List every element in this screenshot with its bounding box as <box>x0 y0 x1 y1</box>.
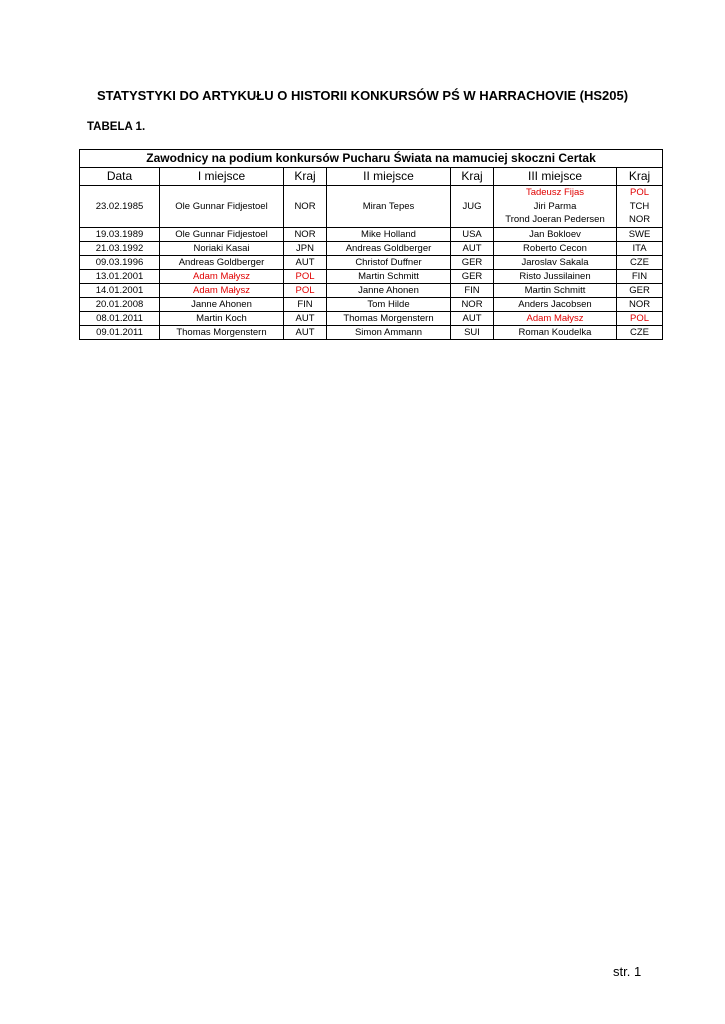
cell-second-name: Thomas Morgenstern <box>327 311 451 325</box>
cell-second-name: Miran Tepes <box>327 186 451 228</box>
table-row <box>80 227 663 241</box>
table-row <box>80 255 663 269</box>
cell-second-name: Andreas Goldberger <box>327 241 451 255</box>
cell-second-country: GER <box>451 269 494 283</box>
cell-first-name: Ole Gunnar Fidjestoel <box>160 227 284 241</box>
cell-first-name: Andreas Goldberger <box>160 255 284 269</box>
cell-third-name: Risto Jussilainen <box>494 269 617 283</box>
document-title: STATYSTYKI DO ARTYKUŁU O HISTORII KONKURSÓW PŚ W HARRACHOVIE (HS205) <box>96 88 629 103</box>
cell-third-country: NOR <box>617 297 663 311</box>
header-third-place: III miejsce <box>494 168 617 186</box>
cell-first-country: JPN <box>284 241 327 255</box>
cell-first-country: AUT <box>284 325 327 339</box>
cell-first-country: AUT <box>284 311 327 325</box>
table-body <box>80 186 663 340</box>
third-country-line: POL <box>630 187 650 198</box>
cell-second-country: NOR <box>451 297 494 311</box>
cell-second-name: Simon Ammann <box>327 325 451 339</box>
cell-date: 13.01.2001 <box>80 269 160 283</box>
cell-first-country: POL <box>284 269 327 283</box>
cell-third-country: SWE <box>617 227 663 241</box>
cell-date: 09.03.1996 <box>80 255 160 269</box>
page-number: str. 1 <box>613 964 642 979</box>
cell-third-name: Martin Schmitt <box>494 283 617 297</box>
cell-date: 23.02.1985 <box>80 186 160 228</box>
cell-first-name: Adam Małysz <box>160 283 284 297</box>
cell-date: 08.01.2011 <box>80 311 160 325</box>
cell-first-name: Martin Koch <box>160 311 284 325</box>
cell-third-name: Jan Bokloev <box>494 227 617 241</box>
third-name-line: Trond Joeran Pedersen <box>505 214 605 225</box>
cell-first-name: Thomas Morgenstern <box>160 325 284 339</box>
cell-second-name: Janne Ahonen <box>327 283 451 297</box>
cell-first-country: AUT <box>284 255 327 269</box>
table-label: TABELA 1. <box>87 121 146 133</box>
third-country-line: TCH <box>629 200 650 212</box>
header-first-place: I miejsce <box>160 168 284 186</box>
cell-second-name: Mike Holland <box>327 227 451 241</box>
cell-first-country: FIN <box>284 297 327 311</box>
cell-third-country <box>617 186 663 228</box>
cell-second-country: FIN <box>451 283 494 297</box>
cell-third-country: ITA <box>617 241 663 255</box>
cell-first-name: Ole Gunnar Fidjestoel <box>160 186 284 228</box>
cell-third-country: CZE <box>617 325 663 339</box>
header-date: Data <box>80 168 160 186</box>
cell-third-name: Jaroslav Sakala <box>494 255 617 269</box>
cell-first-name: Janne Ahonen <box>160 297 284 311</box>
cell-third-name: Roberto Cecon <box>494 241 617 255</box>
cell-second-name: Christof Duffner <box>327 255 451 269</box>
header-third-country: Kraj <box>617 168 663 186</box>
cell-third-country: GER <box>617 283 663 297</box>
table-row <box>80 241 663 255</box>
table-row <box>80 311 663 325</box>
cell-third-country: POL <box>617 311 663 325</box>
header-first-country: Kraj <box>284 168 327 186</box>
third-country-line: NOR <box>628 214 651 225</box>
cell-second-country: JUG <box>451 186 494 228</box>
cell-date: 19.03.1989 <box>80 227 160 241</box>
cell-first-name: Noriaki Kasai <box>160 241 284 255</box>
third-name-line: Tadeusz Fijas <box>525 187 585 198</box>
cell-second-name: Tom Hilde <box>327 297 451 311</box>
cell-second-name: Martin Schmitt <box>327 269 451 283</box>
table-row <box>80 186 663 228</box>
header-second-country: Kraj <box>451 168 494 186</box>
header-second-place: II miejsce <box>327 168 451 186</box>
cell-second-country: AUT <box>451 311 494 325</box>
table-row <box>80 325 663 339</box>
cell-third-name <box>494 186 617 228</box>
cell-second-country: SUI <box>451 325 494 339</box>
third-name-line: Jiri Parma <box>533 200 577 212</box>
cell-date: 20.01.2008 <box>80 297 160 311</box>
cell-third-name: Adam Małysz <box>494 311 617 325</box>
table-caption: Zawodnicy na podium konkursów Pucharu Świata na mamuciej skoczni Certak <box>80 150 663 168</box>
table-row <box>80 269 663 283</box>
cell-first-country: NOR <box>284 186 327 228</box>
cell-third-country: FIN <box>617 269 663 283</box>
cell-third-name: Anders Jacobsen <box>494 297 617 311</box>
cell-first-country: NOR <box>284 227 327 241</box>
cell-first-name: Adam Małysz <box>160 269 284 283</box>
cell-date: 14.01.2001 <box>80 283 160 297</box>
cell-second-country: AUT <box>451 241 494 255</box>
table-row <box>80 297 663 311</box>
cell-third-country: CZE <box>617 255 663 269</box>
cell-second-country: GER <box>451 255 494 269</box>
cell-second-country: USA <box>451 227 494 241</box>
table-row <box>80 283 663 297</box>
podium-table <box>79 149 663 340</box>
cell-third-name: Roman Koudelka <box>494 325 617 339</box>
cell-date: 21.03.1992 <box>80 241 160 255</box>
cell-first-country: POL <box>284 283 327 297</box>
cell-date: 09.01.2011 <box>80 325 160 339</box>
